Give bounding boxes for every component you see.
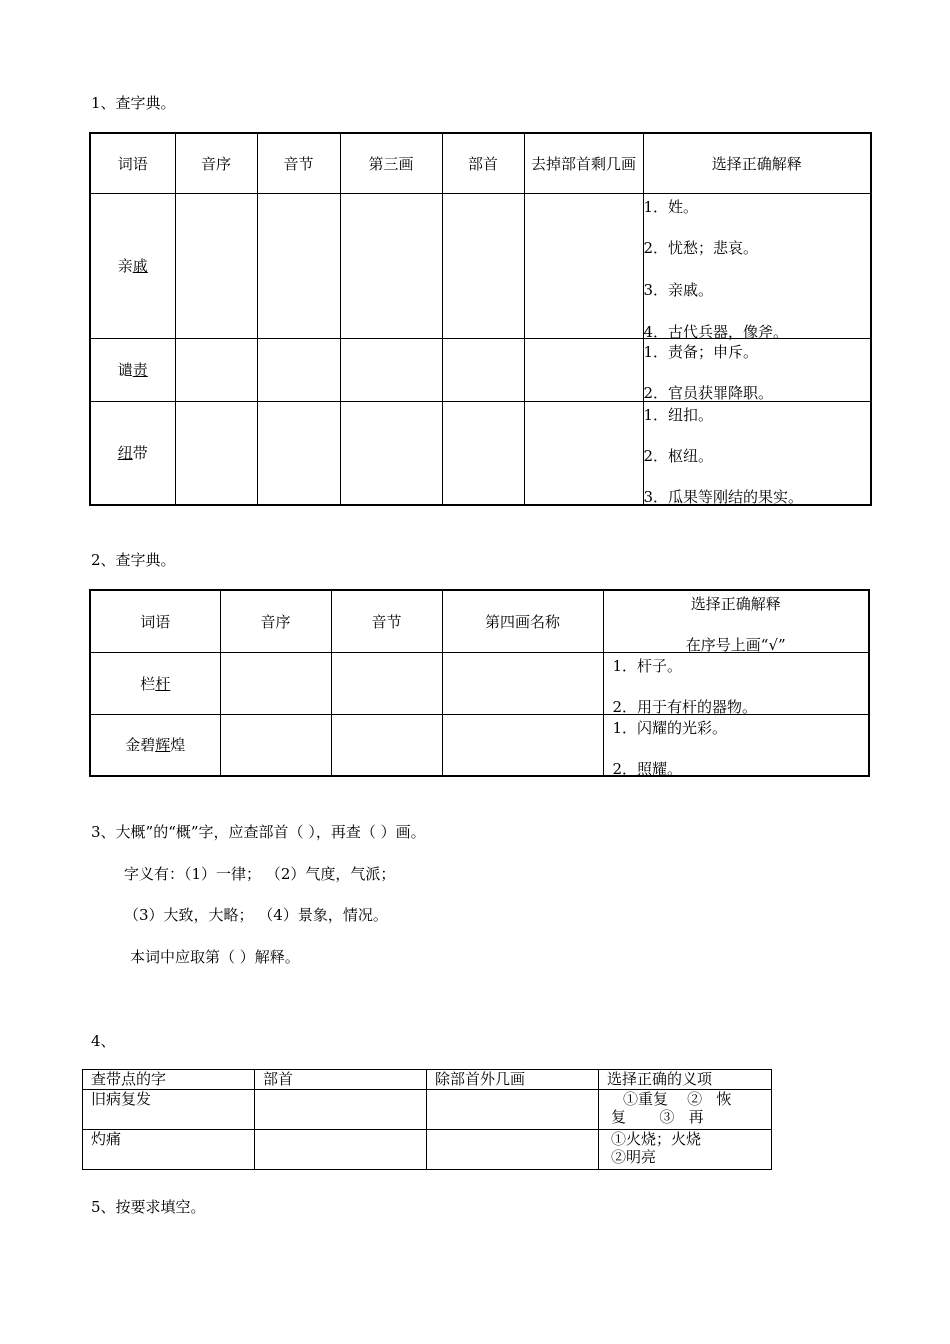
q1-blank-syllable[interactable]: [257, 338, 340, 401]
option-line: ①火烧；火烧: [611, 1130, 702, 1148]
q1-blank-remaining[interactable]: [524, 338, 643, 401]
q1-header-syllable: 音节: [257, 133, 340, 193]
q1-heading: 1、查字典。: [91, 94, 176, 112]
q4-blank-radical[interactable]: [255, 1090, 427, 1130]
q2-blank-order[interactable]: [220, 652, 331, 714]
q2-header-explanation: [603, 590, 869, 652]
q2-word-cell: 金碧辉煌: [90, 714, 220, 776]
q4-table: [82, 1069, 772, 1170]
q1-options-cell: [643, 193, 871, 341]
q2-header-explanation-line2: 在序号上画“√”: [685, 636, 786, 654]
q3-meanings-2: （3）大致，大略； （4）景象，情况。: [124, 906, 388, 924]
q1-word-cell: 亲戚: [90, 193, 175, 338]
q4-header-radical: 部首: [255, 1070, 427, 1090]
option[interactable]: 3．瓜果等刚结的果实。: [643, 487, 804, 506]
q1-blank-remaining[interactable]: [524, 193, 643, 338]
option[interactable]: 1．杆子。: [612, 656, 683, 675]
q1-header-third-stroke: 第三画: [340, 133, 442, 193]
q2-blank-fourth-stroke[interactable]: [442, 652, 603, 714]
q1-blank-syllable[interactable]: [257, 401, 340, 505]
q1-header-order: 音序: [175, 133, 257, 193]
q4-header-meaning: 选择正确的义项: [599, 1070, 772, 1090]
q1-blank-syllable[interactable]: [257, 193, 340, 338]
option-line: ②明亮: [611, 1148, 657, 1166]
q1-table: [89, 132, 872, 506]
q1-options-cell: [643, 338, 871, 401]
q4-heading: 4、: [91, 1032, 116, 1050]
q2-options-cell: [603, 652, 869, 714]
option[interactable]: 3．亲戚。: [643, 280, 714, 299]
q4-blank-strokes[interactable]: [427, 1090, 599, 1130]
q2-heading: 2、查字典。: [91, 551, 176, 569]
q2-options-cell: [603, 714, 869, 776]
q1-blank-third-stroke[interactable]: [340, 401, 442, 505]
option[interactable]: 2．忧愁；悲哀。: [643, 238, 759, 257]
q1-blank-third-stroke[interactable]: [340, 338, 442, 401]
q1-blank-remaining[interactable]: [524, 401, 643, 505]
option-line: ①重复 ② 恢: [623, 1090, 732, 1108]
q1-header-explanation: 选择正确解释: [643, 133, 871, 193]
q2-word-cell: 栏杆: [90, 652, 220, 714]
q4-header-strokes: 除部首外几画: [427, 1070, 599, 1090]
q1-blank-order[interactable]: [175, 401, 257, 505]
q2-header-fourth-stroke: 第四画名称: [442, 590, 603, 652]
q4-options-cell[interactable]: [599, 1130, 772, 1170]
q2-blank-fourth-stroke[interactable]: [442, 714, 603, 776]
option[interactable]: 4．古代兵器，像斧。: [643, 322, 789, 341]
q5-heading: 5、按要求填空。: [91, 1198, 206, 1216]
q2-header-order: 音序: [220, 590, 331, 652]
q2-table: [89, 589, 870, 777]
q1-blank-radical[interactable]: [442, 193, 524, 338]
option[interactable]: 2．枢纽。: [643, 446, 714, 465]
option[interactable]: 2．照耀。: [612, 759, 683, 778]
q1-blank-radical[interactable]: [442, 401, 524, 505]
option[interactable]: 2．官员获罪降职。: [643, 383, 774, 402]
option[interactable]: 1．责备；申斥。: [643, 342, 759, 361]
q1-blank-radical[interactable]: [442, 338, 524, 401]
q1-header-word: 词语: [90, 133, 175, 193]
q2-blank-syllable[interactable]: [331, 714, 442, 776]
q4-blank-radical[interactable]: [255, 1130, 427, 1170]
q4-word-cell: 旧病复发: [83, 1090, 255, 1130]
q1-header-radical: 部首: [442, 133, 524, 193]
option[interactable]: 1．纽扣。: [643, 405, 714, 424]
option[interactable]: 1．姓。: [643, 197, 699, 216]
q4-options-cell[interactable]: [599, 1090, 772, 1130]
q2-header-syllable: 音节: [331, 590, 442, 652]
option-line: 复 ③ 再: [611, 1108, 704, 1126]
q2-blank-order[interactable]: [220, 714, 331, 776]
option[interactable]: 1．闪耀的光彩。: [612, 718, 728, 737]
option[interactable]: 2．用于有杆的器物。: [612, 697, 758, 716]
q3-meanings-1: 字义有：（1）一律； （2）气度，气派；: [124, 865, 396, 883]
q2-blank-syllable[interactable]: [331, 652, 442, 714]
q4-blank-strokes[interactable]: [427, 1130, 599, 1170]
q3-question: 3、大概”的“概”字，应查部首（ ），再查（ ）画。: [91, 823, 426, 841]
q4-word-cell: 灼痛: [83, 1130, 255, 1170]
q3-answer-prompt: 本词中应取第（ ）解释。: [130, 948, 300, 966]
q1-header-remaining-strokes: 去掉部首剩几画: [524, 133, 643, 193]
q1-word-cell: 纽带: [90, 401, 175, 505]
q4-header-char: 查带点的字: [83, 1070, 255, 1090]
q2-header-explanation-line1: 选择正确解释: [690, 595, 781, 613]
q1-blank-order[interactable]: [175, 193, 257, 338]
q1-blank-order[interactable]: [175, 338, 257, 401]
q1-options-cell: [643, 401, 871, 505]
q1-blank-third-stroke[interactable]: [340, 193, 442, 338]
q1-word-cell: 谴责: [90, 338, 175, 401]
q2-header-word: 词语: [90, 590, 220, 652]
